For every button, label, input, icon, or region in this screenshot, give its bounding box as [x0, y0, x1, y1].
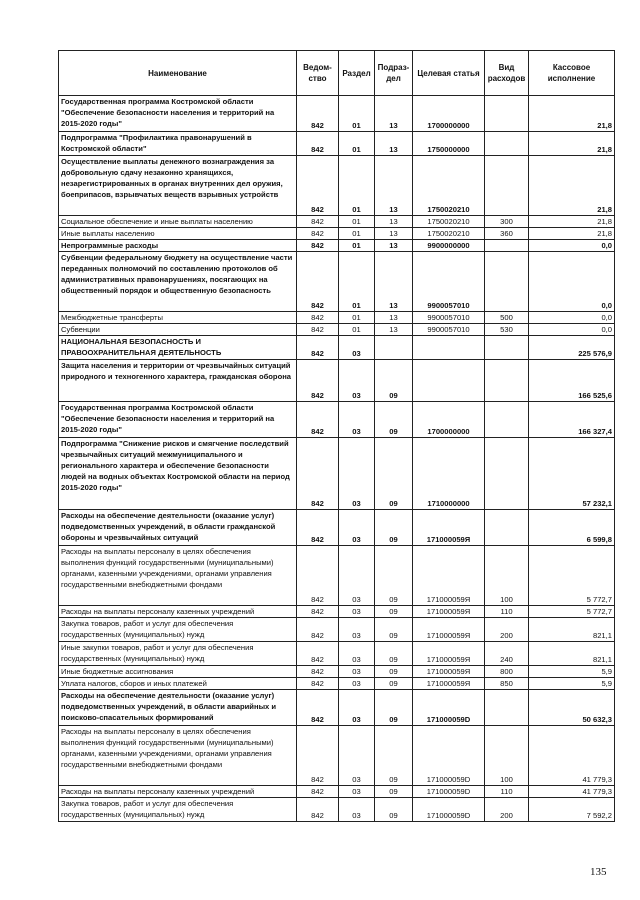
cell-subsection: 09 [375, 690, 413, 726]
cell-section: 03 [339, 786, 375, 798]
cell-subsection: 09 [375, 726, 413, 786]
cell-amount: 41 779,3 [529, 786, 615, 798]
cell-dept: 842 [297, 666, 339, 678]
cell-subsection: 09 [375, 510, 413, 546]
header-target: Целевая статья [413, 51, 485, 96]
cell-target [413, 360, 485, 402]
cell-dept: 842 [297, 252, 339, 312]
table-row [59, 228, 615, 240]
cell-name: Расходы на обеспечение деятельности (оказание услуг) подведомственных учреждений, в области аварийных и поисково-спасательных формирований [59, 690, 297, 726]
budget-table [58, 50, 615, 822]
cell-dept: 842 [297, 678, 339, 690]
cell-section: 03 [339, 642, 375, 666]
cell-target: 171000059D [413, 798, 485, 822]
header-dept: Ведом-ство [297, 51, 339, 96]
cell-amount: 0,0 [529, 324, 615, 336]
cell-name: Закупка товаров, работ и услуг для обеспечения государственных (муниципальных) нужд [59, 798, 297, 822]
cell-type: 100 [485, 546, 529, 606]
cell-amount: 21,8 [529, 132, 615, 156]
cell-name: Закупка товаров, работ и услуг для обеспечения государственных (муниципальных) нужд [59, 618, 297, 642]
cell-target: 9900000000 [413, 240, 485, 252]
header-section: Раздел [339, 51, 375, 96]
cell-section: 01 [339, 96, 375, 132]
cell-name: Иные выплаты населению [59, 228, 297, 240]
table-row [59, 642, 615, 666]
cell-section: 03 [339, 618, 375, 642]
cell-section: 01 [339, 324, 375, 336]
cell-target: 171000059Я [413, 606, 485, 618]
cell-type: 200 [485, 618, 529, 642]
cell-subsection: 13 [375, 252, 413, 312]
cell-subsection: 13 [375, 216, 413, 228]
cell-name: Подпрограмма "Снижение рисков и смягчение последствий чрезвычайных ситуаций межмуниципального и регионального характера и обеспечение безопасности людей на водных объектах Костромской области на период 2015-2020 годы" [59, 438, 297, 510]
cell-subsection: 13 [375, 228, 413, 240]
cell-amount: 166 327,4 [529, 402, 615, 438]
cell-section: 03 [339, 360, 375, 402]
cell-amount: 5 772,7 [529, 606, 615, 618]
cell-amount: 821,1 [529, 642, 615, 666]
cell-name: Иные бюджетные ассигнования [59, 666, 297, 678]
cell-dept: 842 [297, 606, 339, 618]
cell-subsection: 09 [375, 402, 413, 438]
cell-name: Иные закупки товаров, работ и услуг для обеспечения государственных (муниципальных) нужд [59, 642, 297, 666]
table-row [59, 438, 615, 510]
cell-type: 500 [485, 312, 529, 324]
table-row [59, 216, 615, 228]
cell-section: 01 [339, 240, 375, 252]
cell-amount: 7 592,2 [529, 798, 615, 822]
cell-target: 171000059D [413, 690, 485, 726]
table-row [59, 546, 615, 606]
cell-section: 01 [339, 228, 375, 240]
cell-section: 03 [339, 336, 375, 360]
cell-name: НАЦИОНАЛЬНАЯ БЕЗОПАСНОСТЬ И ПРАВООХРАНИТЕЛЬНАЯ ДЕЯТЕЛЬНОСТЬ [59, 336, 297, 360]
cell-name: Расходы на выплаты персоналу в целях обеспечения выполнения функций государственными (муниципальными) органами, казенными учреждениями, органами управления государственными внебюджетными фондами [59, 546, 297, 606]
table-row [59, 606, 615, 618]
cell-type: 300 [485, 216, 529, 228]
cell-dept: 842 [297, 216, 339, 228]
header-subsection: Подраз-дел [375, 51, 413, 96]
table-row [59, 96, 615, 132]
cell-name: Государственная программа Костромской области "Обеспечение безопасности населения и территорий на 2015-2020 годы" [59, 96, 297, 132]
cell-subsection: 13 [375, 324, 413, 336]
cell-type: 800 [485, 666, 529, 678]
table-row [59, 678, 615, 690]
cell-subsection: 09 [375, 546, 413, 606]
cell-amount: 0,0 [529, 252, 615, 312]
cell-dept: 842 [297, 546, 339, 606]
cell-name: Субвенции федеральному бюджету на осуществление части переданных полномочий по составлению протоколов об административных правонарушениях, посягающих на общественный порядок и общественную безопасность [59, 252, 297, 312]
cell-amount: 5 772,7 [529, 546, 615, 606]
cell-amount: 0,0 [529, 312, 615, 324]
table-row [59, 312, 615, 324]
cell-name: Расходы на выплаты персоналу казенных учреждений [59, 606, 297, 618]
cell-amount: 21,8 [529, 96, 615, 132]
cell-dept: 842 [297, 438, 339, 510]
table-row [59, 726, 615, 786]
cell-amount: 5,9 [529, 666, 615, 678]
cell-dept: 842 [297, 156, 339, 216]
cell-target: 9900057010 [413, 252, 485, 312]
cell-name: Подпрограмма "Профилактика правонарушений в Костромской области" [59, 132, 297, 156]
cell-target: 1750020210 [413, 228, 485, 240]
cell-target: 171000059D [413, 726, 485, 786]
cell-type [485, 360, 529, 402]
cell-subsection: 09 [375, 678, 413, 690]
cell-name: Расходы на выплаты персоналу казенных учреждений [59, 786, 297, 798]
cell-section: 03 [339, 726, 375, 786]
page-number: 135 [590, 866, 607, 878]
cell-amount: 225 576,9 [529, 336, 615, 360]
cell-target: 171000059Я [413, 618, 485, 642]
cell-target: 9900057010 [413, 312, 485, 324]
cell-section: 03 [339, 402, 375, 438]
table-row [59, 324, 615, 336]
cell-type [485, 252, 529, 312]
cell-type [485, 438, 529, 510]
cell-section: 03 [339, 798, 375, 822]
cell-subsection: 13 [375, 312, 413, 324]
cell-dept: 842 [297, 690, 339, 726]
cell-dept: 842 [297, 312, 339, 324]
cell-type: 110 [485, 786, 529, 798]
cell-name: Государственная программа Костромской области "Обеспечение безопасности населения и территорий на 2015-2020 годы" [59, 402, 297, 438]
cell-amount: 6 599,8 [529, 510, 615, 546]
cell-section: 03 [339, 690, 375, 726]
cell-dept: 842 [297, 240, 339, 252]
cell-amount: 0,0 [529, 240, 615, 252]
cell-section: 01 [339, 216, 375, 228]
cell-subsection: 13 [375, 240, 413, 252]
header-amount: Кассовое исполнение [529, 51, 615, 96]
cell-type [485, 402, 529, 438]
table-row [59, 336, 615, 360]
cell-section: 03 [339, 666, 375, 678]
cell-type: 360 [485, 228, 529, 240]
cell-dept: 842 [297, 96, 339, 132]
cell-name: Расходы на выплаты персоналу в целях обеспечения выполнения функций государственными (муниципальными) органами, казенными учреждениями, органами управления государственными внебюджетными фондами [59, 726, 297, 786]
cell-name: Межбюджетные трансферты [59, 312, 297, 324]
cell-section: 03 [339, 546, 375, 606]
cell-type: 110 [485, 606, 529, 618]
cell-dept: 842 [297, 642, 339, 666]
cell-name: Субвенции [59, 324, 297, 336]
cell-dept: 842 [297, 132, 339, 156]
cell-subsection [375, 336, 413, 360]
cell-dept: 842 [297, 786, 339, 798]
table-row [59, 240, 615, 252]
cell-type [485, 156, 529, 216]
cell-subsection: 09 [375, 618, 413, 642]
cell-amount: 5,9 [529, 678, 615, 690]
table-row [59, 690, 615, 726]
cell-target: 171000059Я [413, 666, 485, 678]
cell-type: 530 [485, 324, 529, 336]
cell-subsection: 13 [375, 156, 413, 216]
cell-dept: 842 [297, 324, 339, 336]
cell-section: 03 [339, 678, 375, 690]
cell-type: 200 [485, 798, 529, 822]
cell-section: 01 [339, 252, 375, 312]
table-row [59, 510, 615, 546]
cell-target: 1750020210 [413, 156, 485, 216]
cell-dept: 842 [297, 228, 339, 240]
table-row [59, 360, 615, 402]
cell-dept: 842 [297, 402, 339, 438]
table-row [59, 618, 615, 642]
cell-amount: 21,8 [529, 216, 615, 228]
cell-section: 03 [339, 510, 375, 546]
cell-target: 171000059Я [413, 642, 485, 666]
cell-amount: 21,8 [529, 228, 615, 240]
cell-type [485, 132, 529, 156]
cell-type: 240 [485, 642, 529, 666]
cell-dept: 842 [297, 726, 339, 786]
cell-subsection: 09 [375, 360, 413, 402]
cell-dept: 842 [297, 336, 339, 360]
cell-name: Осуществление выплаты денежного вознаграждения за добровольную сдачу незаконно хранящихся, незарегистрированных в органах внутренних дел оружия, боеприпасов, взрывчатых веществ взрывных устройств [59, 156, 297, 216]
cell-subsection: 13 [375, 132, 413, 156]
cell-name: Уплата налогов, сборов и иных платежей [59, 678, 297, 690]
cell-target: 171000059Я [413, 678, 485, 690]
cell-amount: 41 779,3 [529, 726, 615, 786]
table-header [59, 51, 615, 96]
table-row [59, 402, 615, 438]
cell-target: 171000059D [413, 786, 485, 798]
cell-type [485, 690, 529, 726]
cell-target: 9900057010 [413, 324, 485, 336]
cell-subsection: 13 [375, 96, 413, 132]
cell-target: 1700000000 [413, 402, 485, 438]
cell-section: 03 [339, 438, 375, 510]
cell-amount: 57 232,1 [529, 438, 615, 510]
table-row [59, 666, 615, 678]
cell-amount: 50 632,3 [529, 690, 615, 726]
table-row [59, 156, 615, 216]
table-row [59, 252, 615, 312]
cell-amount: 166 525,6 [529, 360, 615, 402]
table-row [59, 798, 615, 822]
cell-subsection: 09 [375, 606, 413, 618]
cell-dept: 842 [297, 510, 339, 546]
cell-type [485, 510, 529, 546]
cell-amount: 21,8 [529, 156, 615, 216]
cell-name: Расходы на обеспечение деятельности (оказание услуг) подведомственных учреждений, в области гражданской обороны и чрезвычайных ситуаций [59, 510, 297, 546]
cell-type: 100 [485, 726, 529, 786]
cell-section: 01 [339, 312, 375, 324]
table-row [59, 132, 615, 156]
cell-section: 01 [339, 156, 375, 216]
cell-target: 1710000000 [413, 438, 485, 510]
header-type: Вид расходов [485, 51, 529, 96]
table-row [59, 786, 615, 798]
cell-name: Социальное обеспечение и иные выплаты населению [59, 216, 297, 228]
cell-target: 171000059Я [413, 510, 485, 546]
cell-subsection: 09 [375, 666, 413, 678]
cell-subsection: 09 [375, 642, 413, 666]
cell-dept: 842 [297, 618, 339, 642]
cell-target: 1700000000 [413, 96, 485, 132]
cell-target: 1750020210 [413, 216, 485, 228]
cell-section: 03 [339, 606, 375, 618]
cell-subsection: 09 [375, 786, 413, 798]
cell-dept: 842 [297, 360, 339, 402]
cell-target: 1750000000 [413, 132, 485, 156]
cell-type [485, 336, 529, 360]
cell-section: 01 [339, 132, 375, 156]
cell-amount: 821,1 [529, 618, 615, 642]
header-name: Наименование [59, 51, 297, 96]
cell-subsection: 09 [375, 798, 413, 822]
cell-name: Непрограммные расходы [59, 240, 297, 252]
cell-subsection: 09 [375, 438, 413, 510]
cell-target [413, 336, 485, 360]
cell-name: Защита населения и территории от чрезвычайных ситуаций природного и техногенного характера, гражданская оборона [59, 360, 297, 402]
cell-type: 850 [485, 678, 529, 690]
table-body [59, 96, 615, 822]
cell-target: 171000059Я [413, 546, 485, 606]
cell-dept: 842 [297, 798, 339, 822]
cell-type [485, 96, 529, 132]
cell-type [485, 240, 529, 252]
